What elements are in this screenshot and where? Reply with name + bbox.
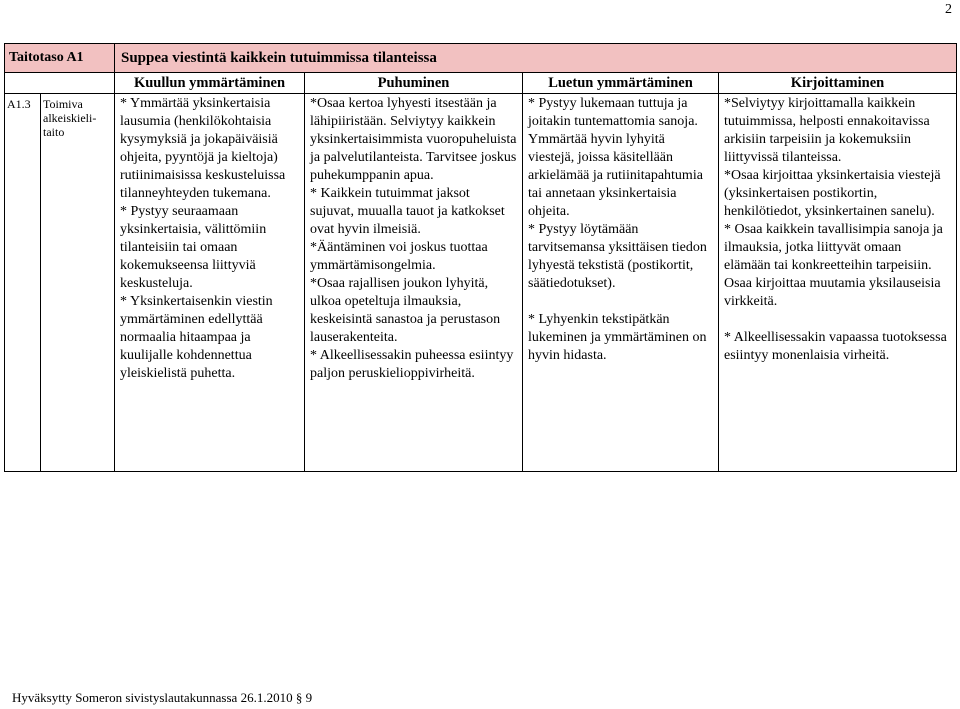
column-header-speaking: Puhuminen xyxy=(305,73,523,94)
skill-name: Toimiva alkeiskieli-taito xyxy=(41,94,115,472)
level-title: Taitotaso A1 xyxy=(5,44,115,73)
column-header-reading: Luetun ymmärtäminen xyxy=(523,73,719,94)
cell-speaking: *Osaa kertoa lyhyesti itsestään ja lähipiiristään. Selviytyy kaikkein yksinkertaisimmista vuoropuheluista ja palvelutilanteista. Tarvitsee joskus puhekumppanin apua. * Kaikkein tutuimmat jaksot sujuvat, muualla tauot ja katkokset ovat hyvin ilmeisiä. *Ääntäminen voi joskus tuottaa ymmärtämisongelmia. *Osaa rajallisen joukon lyhyitä, ulkoa opeteltuja ilmauksia, keskeisintä sanastoa ja perustason lauserakenteita. * Alkeellisessakin puheessa esiintyy paljon peruskielioppivirheitä. xyxy=(305,94,523,472)
header-spacer xyxy=(5,73,115,94)
table-row xyxy=(5,94,957,472)
column-header-listening: Kuullun ymmärtäminen xyxy=(115,73,305,94)
level-row xyxy=(5,44,957,73)
level-code: A1.3 xyxy=(5,94,41,472)
skill-level-table xyxy=(4,43,957,472)
cell-reading: * Pystyy lukemaan tuttuja ja joitakin tuntemattomia sanoja. Ymmärtää hyvin lyhyitä viestejä, joissa käsitellään arkielämää ja rutiinitapahtumia tai annetaan yksinkertaisia ohjeita. * Pystyy löytämään tarvitsemansa yksittäisen tiedon lyhyestä tekstistä (postikortit, säätiedotukset). * Lyhyenkin tekstipätkän lukeminen ja ymmärtäminen on hyvin hidasta. xyxy=(523,94,719,472)
cell-listening: * Ymmärtää yksinkertaisia lausumia (henkilökohtaisia kysymyksiä ja jokapäiväisiä ohjeita, pyyntöjä ja kieltoja) rutiinimaisissa keskusteluissa tilanneyhteyden tukemana. * Pystyy seuraamaan yksinkertaisia, välittömiin tilanteisiin tai omaan kokemukseensa liittyviä keskusteluja. * Yksinkertaisenkin viestin ymmärtäminen edellyttää normaalia hitaampaa ja kuulijalle kohdennettua yleiskielistä puhetta. xyxy=(115,94,305,472)
column-header-row xyxy=(5,73,957,94)
column-header-writing: Kirjoittaminen xyxy=(719,73,957,94)
level-description: Suppea viestintä kaikkein tutuimmissa tilanteissa xyxy=(115,44,957,73)
page-number: 2 xyxy=(945,2,952,17)
cell-writing: *Selviytyy kirjoittamalla kaikkein tutuimmissa, helposti ennakoitavissa arkisiin tarpeisiin ja kokemuksiin liittyvissä tilanteissa. *Osaa kirjoittaa yksinkertaisia viestejä (yksinkertaisen postikortin, henkilötiedot, yksinkertainen sanelu). * Osaa kaikkein tavallisimpia sanoja ja ilmauksia, jotka liittyvät omaan elämään tai konkreetteihin tarpeisiin. Osaa kirjoittaa muutamia yksilauseisia virkkeitä. * Alkeellisessakin vapaassa tuotoksessa esiintyy monenlaisia virheitä. xyxy=(719,94,957,472)
approval-footer: Hyväksytty Someron sivistyslautakunnassa 26.1.2010 § 9 xyxy=(12,690,313,705)
